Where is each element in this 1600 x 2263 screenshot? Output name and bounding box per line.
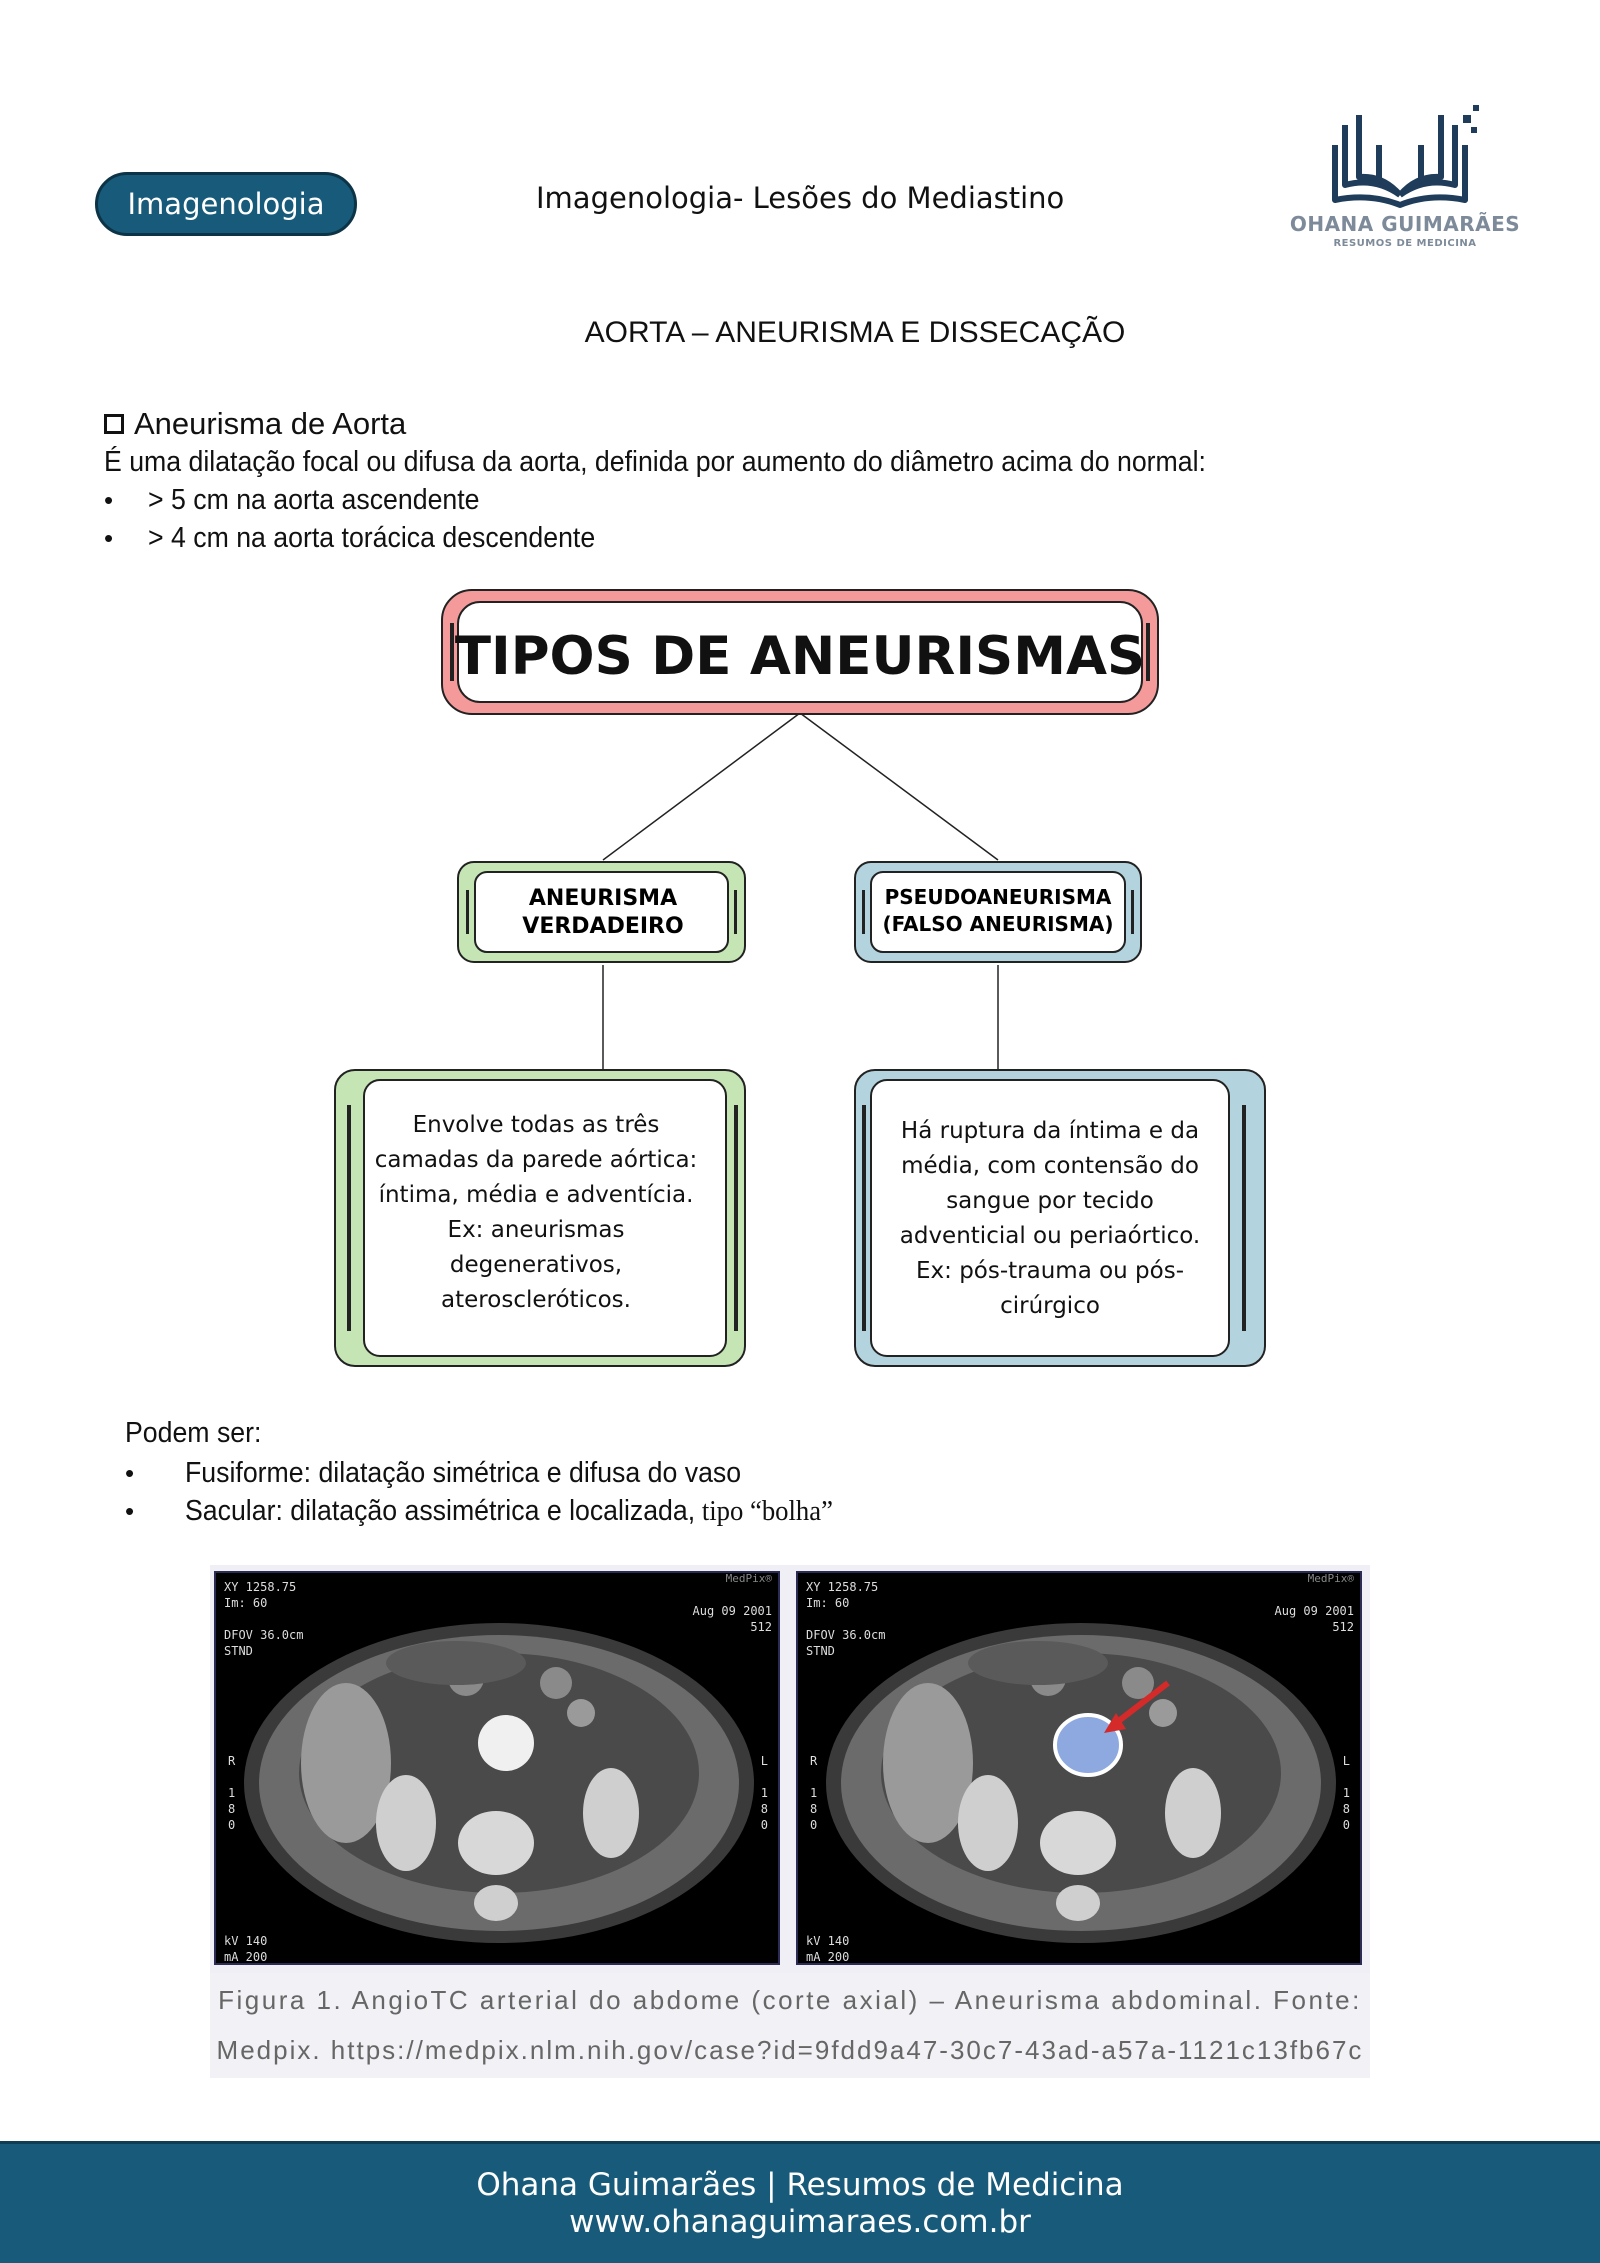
- pseudoaneurysm-box: [855, 862, 1141, 962]
- true-aneurysm-desc-line: íntima, média e adventícia.: [378, 1182, 694, 1208]
- subheading-text: Aneurisma de Aorta: [134, 406, 407, 441]
- checkbox-icon: [104, 414, 124, 434]
- logo-subtitle: RESUMOS DE MEDICINA: [1333, 238, 1477, 249]
- scan-info-bottom: kV 140 mA 200: [806, 1934, 850, 1964]
- list-item-text: [185, 1457, 741, 1490]
- true-aneurysm-desc-line: camadas da parede aórtica:: [374, 1147, 698, 1173]
- list-item: [125, 1457, 789, 1490]
- list-item-text: [185, 1495, 833, 1528]
- term-desc: dilatação assimétrica e localizada,: [282, 1495, 696, 1527]
- subheading: [104, 406, 406, 442]
- pseudoaneurysm-desc-line: cirúrgico: [1000, 1293, 1100, 1319]
- true-aneurysm-label-2: VERDADEIRO: [522, 914, 684, 939]
- true-aneurysm-desc-line: ateroscleróticos.: [441, 1287, 631, 1313]
- pseudoaneurysm-desc-line: Há ruptura da íntima e da: [900, 1118, 1200, 1144]
- bullet-icon: •: [104, 485, 114, 515]
- true-aneurysm-desc-line: Ex: aneurismas: [447, 1217, 625, 1243]
- logo-name: OHANA GUIMARÃES: [1289, 212, 1521, 236]
- figure-caption: [210, 1973, 1370, 2078]
- footer-brand: Ohana Guimarães | Resumos de Medicina: [476, 2167, 1124, 2203]
- true-aneurysm-box: [458, 862, 745, 962]
- caption-line-2: Medpix. https://medpix.nlm.nih.gov/case?id=9fdd9a47-30c7-43ad-a57a-1121c13fb67c: [216, 2035, 1364, 2065]
- bullet-icon: •: [104, 523, 114, 553]
- definition-text: É uma dilatação focal ou difusa da aorta, definida por aumento do diâmetro acima do normal:: [104, 446, 1206, 478]
- list-item: [104, 522, 634, 555]
- bullet-icon: •: [125, 1496, 135, 1526]
- scan-side-right: L 1 8 0: [760, 1754, 768, 1832]
- list-item-text: > 5 cm na aorta ascendente: [148, 484, 480, 516]
- pseudoaneurysm-desc-line: média, com contensão do: [901, 1153, 1199, 1179]
- scan-info-top-left: XY 1258.75 Im: 60 DFOV 36.0cm STND: [806, 1580, 886, 1658]
- ct-figure: [210, 1565, 1370, 1973]
- term: Sacular:: [185, 1495, 283, 1527]
- term: Fusiforme:: [185, 1457, 312, 1489]
- footer-website-link[interactable]: www.ohanaguimaraes.com.br: [569, 2204, 1031, 2240]
- scan-watermark: MedPix®: [725, 1572, 772, 1585]
- section-title: AORTA – ANEURISMA E DISSECAÇÃO: [584, 316, 1126, 349]
- aneurysm-types-diagram: [330, 585, 1270, 1370]
- list-item: [104, 484, 508, 517]
- pseudoaneurysm-label-1: PSEUDOANEURISMA: [884, 885, 1112, 909]
- true-aneurysm-desc-line: Envolve todas as três: [412, 1112, 660, 1138]
- pseudoaneurysm-desc-line: Ex: pós-trauma ou pós-: [915, 1258, 1185, 1284]
- list-item: [125, 1495, 889, 1528]
- scan-info-top-left: XY 1258.75 Im: 60 DFOV 36.0cm STND: [224, 1580, 304, 1658]
- ct-scan-original: [214, 1571, 780, 1965]
- true-aneurysm-label-1: ANEURISMA: [528, 886, 678, 911]
- bullet-icon: •: [125, 1458, 135, 1488]
- scan-side-right: L 1 8 0: [1342, 1754, 1350, 1832]
- scan-info-top-right: Aug 09 2001 512: [692, 1604, 772, 1634]
- scan-info-top-right: Aug 09 2001 512: [1274, 1604, 1354, 1634]
- pseudoaneurysm-desc-line: adventicial ou periaórtico.: [899, 1223, 1201, 1249]
- caption-line-1: Figura 1. AngioTC arterial do abdome (corte axial) – Aneurisma abdominal. Fonte:: [218, 1985, 1362, 2015]
- ct-scan-annotated: [796, 1571, 1362, 1965]
- list-item-text: > 4 cm na aorta torácica descendente: [148, 522, 596, 554]
- diagram-title: TIPOS DE ANEURISMAS: [454, 626, 1146, 687]
- pseudoaneurysm-description-box: [855, 1070, 1265, 1366]
- footer: [0, 2141, 1600, 2263]
- term-desc: dilatação simétrica e difusa do vaso: [311, 1457, 742, 1489]
- scan-watermark: MedPix®: [1307, 1572, 1354, 1585]
- header-title: Imagenologia- Lesões do Mediastino: [536, 181, 1065, 215]
- pseudoaneurysm-desc-line: sangue por tecido: [946, 1188, 1154, 1214]
- scan-info-bottom: kV 140 mA 200: [224, 1934, 268, 1964]
- diagram-title-box: [442, 590, 1158, 714]
- forms-intro: Podem ser:: [125, 1417, 262, 1449]
- true-aneurysm-description-box: [335, 1070, 745, 1366]
- pseudoaneurysm-label-2: (FALSO ANEURISMA): [882, 912, 1114, 936]
- scan-side-left: R 1 8 0: [810, 1754, 818, 1832]
- term-extra: tipo “bolha”: [695, 1495, 833, 1527]
- scan-side-left: R 1 8 0: [228, 1754, 236, 1832]
- true-aneurysm-desc-line: degenerativos,: [449, 1252, 623, 1278]
- category-pill: Imagenologia: [95, 172, 357, 236]
